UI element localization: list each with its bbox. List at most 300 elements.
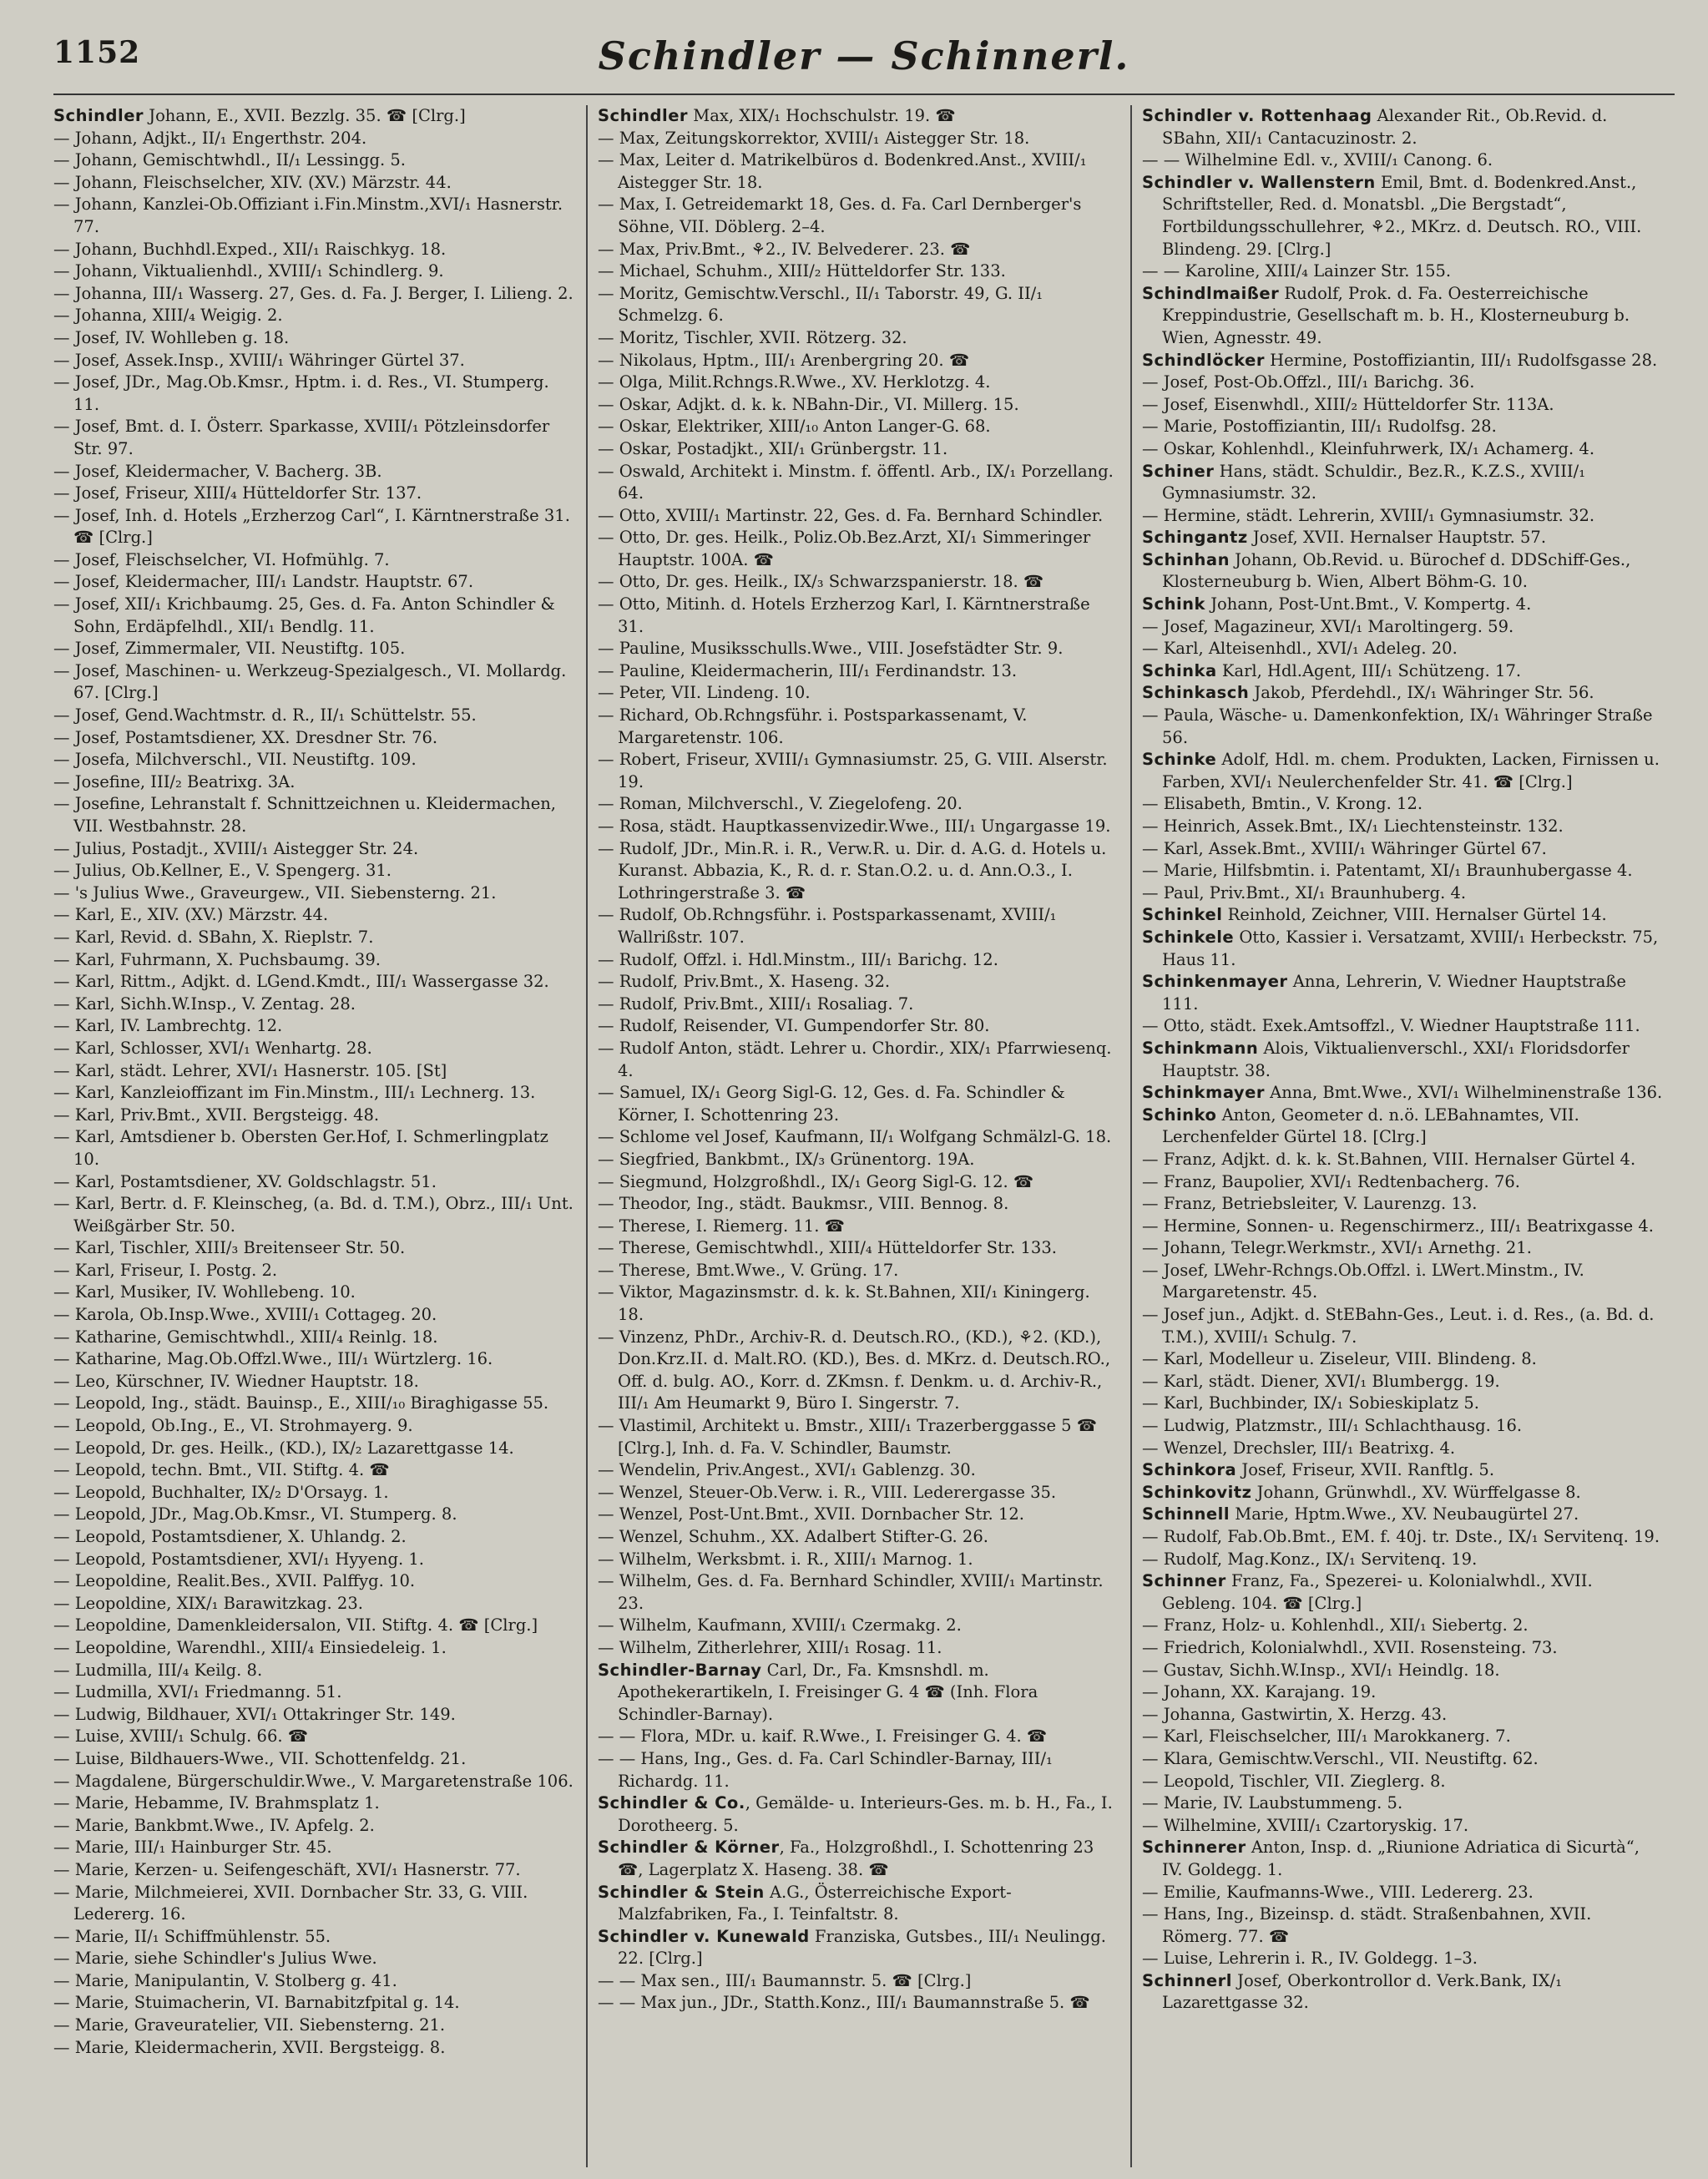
entry-text: — Max, Leiter d. Matrikelbüros d. Bodenkred.Anst., XVIII/₁ Aistegger Str. 18. — [598, 150, 1087, 192]
directory-entry — [53, 1526, 576, 1549]
directory-entry — [53, 1482, 576, 1504]
page-number: 1152 — [53, 35, 141, 70]
directory-entry — [53, 2037, 576, 2060]
directory-entry — [1142, 1549, 1665, 1571]
entry-text: — Elisabeth, Bmtin., V. Krong. 12. — [1142, 794, 1423, 814]
entry-text: — Marie, II/₁ Schiffmühlenstr. 55. — [53, 1926, 331, 1946]
entry-text: — Pauline, Musiksschulls.Wwe., VIII. Josefstädter Str. 9. — [598, 639, 1064, 659]
directory-entry — [53, 1171, 576, 1194]
entry-text: — Wilhelm, Ges. d. Fa. Bernhard Schindler, XVIII/₁ Martinstr. 23. — [598, 1571, 1104, 1613]
directory-entry — [598, 1260, 1120, 1282]
directory-entry — [53, 1948, 576, 1970]
entry-text: — Leopold, Ob.Ing., E., VI. Strohmayerg. 9. — [53, 1416, 413, 1436]
directory-entry — [53, 1681, 576, 1704]
entry-text: — Marie, IV. Laubstummeng. 5. — [1142, 1793, 1403, 1813]
directory-entry — [598, 194, 1120, 238]
directory-entry — [53, 1748, 576, 1771]
directory-entry — [1142, 660, 1665, 683]
entry-text: — Josef, Magazineur, XVI/₁ Maroltingerg. 59. — [1142, 616, 1514, 636]
directory-entry — [598, 1038, 1120, 1082]
entry-text: Anton, Geometer d. n.ö. LEBahnamtes, VII. Lerchenfelder Gürtel 18. [Clrg.] — [1162, 1105, 1579, 1147]
entry-text: Josef, Friseur, XVII. Ranftlg. 5. — [1236, 1460, 1495, 1480]
directory-entry — [1142, 1948, 1665, 1970]
directory-entry — [598, 1415, 1120, 1459]
entry-text: — Leo, Kürschner, IV. Wiedner Hauptstr. 18. — [53, 1371, 419, 1391]
entry-text: — Therese, Gemischtwhdl., XIII/₄ Hütteldorfer Str. 133. — [598, 1238, 1057, 1258]
entry-text: — Ludwig, Platzmstr., III/₁ Schlachthausg. 16. — [1142, 1416, 1523, 1436]
directory-entry — [1142, 904, 1665, 927]
entry-text: — Julius, Ob.Kellner, E., V. Spengerg. 31. — [53, 861, 392, 881]
entry-text: — Leopoldine, XIX/₁ Barawitzkag. 23. — [53, 1593, 363, 1613]
entry-text: — Rudolf, Fab.Ob.Bmt., EM. f. 40j. tr. Dste., IX/₁ Servitenq. 19. — [1142, 1527, 1660, 1546]
entry-text: — Karl, Revid. d. SBahn, X. Rieplstr. 7. — [53, 927, 374, 947]
directory-entry — [1142, 149, 1665, 172]
directory-entry — [53, 1859, 576, 1882]
entry-text: — Johanna, XIII/₄ Weigig. 2. — [53, 306, 283, 326]
entry-text: — Ludmilla, III/₄ Keilg. 8. — [53, 1660, 263, 1680]
directory-entry — [53, 1415, 576, 1438]
directory-entry — [53, 283, 576, 306]
directory-entry — [53, 660, 576, 705]
entry-surname: Schinke — [1142, 750, 1217, 770]
entry-text: — Schlome vel Josef, Kaufmann, II/₁ Wolfgang Schmälzl-G. 18. — [598, 1127, 1112, 1147]
directory-entry — [53, 461, 576, 483]
entry-text: — Marie, Kerzen- u. Seifengeschäft, XVI/₁ Hasnerstr. 77. — [53, 1859, 521, 1879]
directory-entry — [598, 1837, 1120, 1881]
directory-entry — [598, 372, 1120, 394]
entry-text: — Karl, E., XIV. (XV.) Märzstr. 44. — [53, 905, 329, 925]
entry-surname: Schinkel — [1142, 905, 1223, 925]
entry-text: Hermine, Postoffiziantin, III/₁ Rudolfsgasse 28. — [1264, 350, 1658, 370]
directory-entry — [598, 283, 1120, 327]
directory-entry — [1142, 1504, 1665, 1526]
entry-text: — Johanna, Gastwirtin, X. Herzg. 43. — [1142, 1704, 1448, 1724]
entry-text: — Luise, XVIII/₁ Schulg. 66. ☎ — [53, 1727, 309, 1747]
entry-text: — — Max jun., JDr., Statth.Konz., III/₁ Baumannstraße 5. ☎ — [598, 1993, 1090, 2013]
entry-text: Franziska, Gutsbes., III/₁ Neulingg. 22. [Clrg.] — [618, 1926, 1106, 1969]
entry-text: — Karl, Schlosser, XVI/₁ Wenhartg. 28. — [53, 1038, 372, 1058]
entry-text: — Wilhelm, Kaufmann, XVIII/₁ Czermakg. 2. — [598, 1615, 962, 1636]
directory-entry — [53, 1304, 576, 1327]
directory-entry — [598, 1149, 1120, 1171]
directory-entry — [1142, 1526, 1665, 1549]
directory-entry — [1142, 816, 1665, 838]
entry-text: — Heinrich, Assek.Bmt., IX/₁ Liechtensteinstr. 132. — [1142, 816, 1564, 836]
entry-text: — Viktor, Magazinsmstr. d. k. k. St.Bahnen, XII/₁ Kiningerg. 18. — [598, 1282, 1090, 1325]
directory-entry — [1142, 1082, 1665, 1105]
entry-text: — Josef, Zimmermaler, VII. Neustiftg. 105. — [53, 639, 406, 659]
entry-surname: Schinkovitz — [1142, 1482, 1252, 1502]
entry-text: — Wilhelm, Zitherlehrer, XIII/₁ Rosag. 11. — [598, 1637, 942, 1657]
directory-entry — [598, 1327, 1120, 1415]
entry-text: Josef, Oberkontrollor d. Verk.Bank, IX/₁ Lazarettgasse 32. — [1162, 1970, 1563, 2013]
entry-text: — Nikolaus, Hptm., III/₁ Arenbergring 20. ☎ — [598, 350, 970, 370]
entry-text: — Samuel, IX/₁ Georg Sigl-G. 12, Ges. d. Fa. Schindler & Körner, I. Schottenring 23. — [598, 1083, 1065, 1125]
entry-text: — 's Julius Wwe., Graveurgew., VII. Siebensterng. 21. — [53, 882, 497, 902]
entry-text: Alois, Viktualienverschl., XXI/₁ Floridsdorfer Hauptstr. 38. — [1162, 1038, 1630, 1080]
entry-text: — Marie, Manipulantin, V. Stolberg g. 41. — [53, 1970, 397, 1990]
directory-entry — [598, 1237, 1120, 1260]
directory-entry — [1142, 438, 1665, 461]
entry-text: — Karl, Priv.Bmt., XVII. Bergsteigg. 48. — [53, 1105, 380, 1125]
directory-entry — [598, 1504, 1120, 1526]
entry-text: — Wenzel, Schuhm., XX. Adalbert Stifter-G. 26. — [598, 1527, 988, 1546]
directory-entry — [1142, 1038, 1665, 1082]
entry-columns — [53, 105, 1675, 2167]
entry-surname: Schinko — [1142, 1105, 1217, 1125]
entry-text: — Johann, Buchhdl.Exped., XII/₁ Raischkyg. 18. — [53, 239, 447, 259]
directory-entry — [53, 749, 576, 771]
directory-entry — [53, 860, 576, 882]
entry-text: — Rudolf, Mag.Konz., IX/₁ Servitenq. 19. — [1142, 1549, 1478, 1569]
entry-surname: Schindler v. Kunewald — [598, 1926, 810, 1946]
directory-entry — [598, 1526, 1120, 1549]
directory-entry — [1142, 749, 1665, 793]
directory-entry — [1142, 927, 1665, 971]
entry-text: — Therese, Bmt.Wwe., V. Grüng. 17. — [598, 1260, 899, 1280]
directory-entry — [1142, 1149, 1665, 1171]
entry-text: — Rudolf Anton, städt. Lehrer u. Chordir., XIX/₁ Pfarrwiesenq. 4. — [598, 1038, 1112, 1080]
entry-text: — Magdalene, Bürgerschuldir.Wwe., V. Margaretenstraße 106. — [53, 1771, 574, 1791]
entry-text: — Therese, I. Riemerg. 11. ☎ — [598, 1216, 845, 1236]
entry-text: Adolf, Hdl. m. chem. Produkten, Lacken, Firnissen u. Farben, XVI/₁ Neulerchenfelder Str. 41. ☎ [Clrg.] — [1162, 750, 1660, 791]
entry-text: Johann, E., XVII. Bezzlg. 35. ☎ [Clrg.] — [144, 106, 466, 125]
entry-surname: Schinkenmayer — [1142, 972, 1288, 992]
directory-entry — [598, 1549, 1120, 1571]
directory-entry — [598, 594, 1120, 638]
directory-entry — [53, 327, 576, 350]
directory-entry — [53, 1792, 576, 1815]
entry-text: — Marie, Milchmeierei, XVII. Dornbacher Str. 33, G. VIII. Ledererg. 16. — [53, 1882, 528, 1924]
entry-surname: Schindler-Barnay — [598, 1660, 762, 1680]
entry-text: — Josefa, Milchverschl., VII. Neustiftg. 109. — [53, 750, 417, 770]
entry-text: — Oskar, Postadjkt., XII/₁ Grünbergstr. 11. — [598, 438, 948, 458]
entry-text: — Max, Priv.Bmt., ⚘2., IV. Belvederег. 23. ☎ — [598, 239, 971, 259]
directory-entry — [598, 239, 1120, 261]
entry-text: — Rudolf, Priv.Bmt., X. Haseng. 32. — [598, 972, 891, 992]
entry-text: — Leopold, Ing., städt. Bauinsp., E., XIII/₁₀ Biraghigasse 55. — [53, 1393, 549, 1413]
entry-text: — Karl, Sichh.W.Insp., V. Zentag. 28. — [53, 993, 356, 1014]
directory-entry — [53, 1126, 576, 1170]
entry-text: Hans, städt. Schuldir., Bez.R., K.Z.S., XVIII/₁ Gymnasiumstr. 32. — [1162, 461, 1586, 503]
directory-entry — [1142, 682, 1665, 705]
entry-surname: Schinnell — [1142, 1504, 1230, 1524]
entry-text: , Fa., Holzgroßhdl., I. Schottenring 23 ☎, Lagerplatz X. Haseng. 38. ☎ — [618, 1838, 1094, 1879]
directory-entry — [1142, 1371, 1665, 1393]
directory-entry — [53, 1593, 576, 1615]
entry-text: — Rudolf, JDr., Min.R. i. R., Verw.R. u. Dir. d. A.G. d. Hotels u. Kuranst. Abbazia, K., R. d. r. Stan.O.2. u. d. Ann.O.3., I. Lothringerstraße 3. ☎ — [598, 838, 1107, 902]
entry-text: — Marie, Hebamme, IV. Brahmsplatz 1. — [53, 1793, 380, 1813]
directory-entry — [598, 1082, 1120, 1126]
directory-entry — [598, 461, 1120, 505]
directory-entry — [1142, 172, 1665, 260]
directory-entry — [1142, 1415, 1665, 1438]
directory-entry — [53, 927, 576, 949]
directory-entry — [53, 505, 576, 549]
entry-text: — Siegmund, Holzgroßhdl., IX/₁ Georg Sigl-G. 12. ☎ — [598, 1171, 1034, 1191]
entry-text: — Wenzel, Drechsler, III/₁ Beatrixg. 4. — [1142, 1438, 1456, 1458]
entry-text: — Josef, Postamtsdiener, XX. Dresdner Str. 76. — [53, 727, 438, 747]
entry-surname: Schindler — [53, 106, 144, 125]
entry-text: — Karl, städt. Lehrer, XVI/₁ Hasnerstr. 105. [St] — [53, 1060, 447, 1080]
directory-entry — [1142, 1193, 1665, 1216]
entry-text: — Rosa, städt. Hauptkassenvizedir.Wwe., III/₁ Ungargasse 19. — [598, 816, 1111, 836]
entry-text: Rudolf, Prok. d. Fa. Oesterreichische Kreppindustrie, Gesellschaft m. b. H., Klosterneuburg b. Wien, Agnesstr. 49. — [1162, 283, 1630, 347]
directory-entry — [1142, 416, 1665, 438]
directory-entry — [53, 1060, 576, 1083]
entry-text: — Franz, Baupolier, XVI/₁ Redtenbacherg. 76. — [1142, 1171, 1520, 1191]
entry-surname: Schinhan — [1142, 549, 1230, 569]
entry-surname: Schinkora — [1142, 1460, 1237, 1480]
entry-text: — Franz, Betriebsleiter, V. Laurenzg. 13. — [1142, 1194, 1478, 1214]
directory-entry — [1142, 793, 1665, 816]
directory-entry — [53, 571, 576, 594]
directory-entry — [53, 260, 576, 283]
entry-text: — Josef, JDr., Mag.Ob.Kmsr., Hptm. i. d. Res., VI. Stumperg. 11. — [53, 372, 549, 414]
entry-text: Franz, Fa., Spezerei- u. Kolonialwhdl., XVII. Gebleng. 104. ☎ [Clrg.] — [1162, 1571, 1593, 1613]
entry-text: — Josef, XII/₁ Krichbaumg. 25, Ges. d. Fa. Anton Schindler & Sohn, Erdäpfelhdl., XII/₁ Bendlg. 11. — [53, 594, 555, 636]
directory-entry — [53, 1082, 576, 1105]
entry-surname: Schindlmaißer — [1142, 283, 1280, 303]
entry-text: — Oskar, Adjkt. d. k. k. NBahn-Dir., VI. Millerg. 15. — [598, 394, 1019, 414]
entry-text: — Leopold, Buchhalter, IX/₂ D'Orsayg. 1. — [53, 1482, 389, 1502]
directory-entry — [53, 638, 576, 660]
directory-entry — [53, 372, 576, 416]
directory-entry — [1142, 1216, 1665, 1238]
directory-entry — [53, 1327, 576, 1349]
entry-text: — Karl, städt. Diener, XVI/₁ Blumbergg. 19. — [1142, 1371, 1500, 1391]
entry-surname: Schinkmayer — [1142, 1083, 1265, 1103]
directory-entry — [1142, 1393, 1665, 1415]
entry-text: — Luise, Lehrerin i. R., IV. Goldegg. 1–3. — [1142, 1949, 1478, 1969]
entry-text: — Ludwig, Bildhauer, XVI/₁ Ottakringer Str. 149. — [53, 1704, 456, 1724]
entry-text: Johann, Post-Unt.Bmt., V. Kompertg. 4. — [1205, 594, 1532, 614]
entry-text: — Johann, Telegr.Werkmstr., XVI/₁ Arnethg. 21. — [1142, 1238, 1532, 1258]
entry-text: — Josef, IV. Wohlleben g. 18. — [53, 327, 290, 347]
directory-entry — [598, 571, 1120, 594]
entry-surname: Schinnerl — [1142, 1970, 1232, 1990]
entry-text: — Karl, Rittm., Adjkt. d. LGend.Kmdt., III/₁ Wassergasse 32. — [53, 972, 549, 992]
entry-text: — Leopold, Tischler, VII. Zieglerg. 8. — [1142, 1771, 1446, 1791]
entry-text: — Leopoldine, Damenkleidersalon, VII. Stiftg. 4. ☎ [Clrg.] — [53, 1615, 538, 1636]
entry-text: — Oswald, Architekt i. Minstm. f. öffentl. Arb., IX/₁ Porzellang. 64. — [598, 461, 1114, 503]
directory-entry — [598, 793, 1120, 816]
directory-entry — [1142, 1237, 1665, 1260]
entry-text: — Oskar, Kohlenhdl., Kleinfuhrwerk, IX/₁ Achamerg. 4. — [1142, 438, 1595, 458]
entry-text: — Josef, Kleidermacher, III/₁ Landstr. Hauptstr. 67. — [53, 572, 474, 592]
entry-text: — Josef, Inh. d. Hotels „Erzherzog Carl“, I. Kärntnerstraße 31. ☎ [Clrg.] — [53, 505, 570, 548]
entry-text: — Josefine, III/₂ Beatrixg. 3A. — [53, 771, 296, 791]
entry-text: Karl, Hdl.Agent, III/₁ Schützeng. 17. — [1216, 660, 1522, 680]
directory-entry — [53, 1015, 576, 1038]
entry-text: — Michael, Schuhm., XIII/₂ Hütteldorfer Str. 133. — [598, 261, 1006, 281]
entry-text: — Otto, Dr. ges. Heilk., IX/₃ Schwarzspanierstr. 18. ☎ — [598, 572, 1044, 592]
entry-text: — Otto, Dr. ges. Heilk., Poliz.Ob.Bez.Arzt, XI/₁ Simmeringer Hauptstr. 100A. ☎ — [598, 528, 1091, 569]
entry-text: — Marie, siehe Schindler's Julius Wwe. — [53, 1949, 377, 1969]
directory-entry — [1142, 1304, 1665, 1348]
directory-entry — [1142, 971, 1665, 1015]
entry-text: — Gustav, Sichh.W.Insp., XVI/₁ Heindlg. 18. — [1142, 1660, 1500, 1680]
directory-entry — [598, 416, 1120, 438]
directory-entry — [53, 705, 576, 727]
entry-text: — Oskar, Elektriker, XIII/₁₀ Anton Langer-G. 68. — [598, 417, 991, 437]
directory-entry — [53, 727, 576, 750]
directory-entry — [598, 149, 1120, 194]
directory-entry — [1142, 1438, 1665, 1460]
entry-surname: Schindlöcker — [1142, 350, 1265, 370]
entry-text: — Luise, Bildhauers-Wwe., VII. Schottenfeldg. 21. — [53, 1748, 467, 1768]
entry-text: — Karl, Tischler, XIII/₃ Breitenseer Str. 50. — [53, 1238, 406, 1258]
directory-entry — [1142, 1681, 1665, 1704]
entry-text: Anna, Bmt.Wwe., XVI/₁ Wilhelminenstraße 136. — [1264, 1083, 1663, 1103]
entry-text: — Johann, XX. Karajang. 19. — [1142, 1682, 1377, 1702]
directory-entry — [598, 1459, 1120, 1482]
directory-entry — [53, 949, 576, 972]
directory-entry — [53, 1348, 576, 1371]
directory-entry — [1142, 1171, 1665, 1194]
entry-surname: Schindler v. Rottenhaag — [1142, 106, 1372, 125]
directory-entry — [598, 105, 1120, 128]
directory-entry — [1142, 105, 1665, 149]
directory-entry — [598, 438, 1120, 461]
directory-entry — [53, 350, 576, 372]
directory-entry — [53, 1837, 576, 1859]
directory-entry — [53, 105, 576, 128]
entry-text: — Karl, Assek.Bmt., XVIII/₁ Währinger Gürtel 67. — [1142, 838, 1547, 858]
entry-text: — Marie, III/₁ Hainburger Str. 45. — [53, 1838, 332, 1858]
directory-entry — [53, 1393, 576, 1415]
entry-text: — Leopold, Postamtsdiener, XVI/₁ Hyyeng. 1. — [53, 1549, 424, 1569]
directory-entry — [53, 1193, 576, 1237]
entry-surname: Schingantz — [1142, 528, 1248, 548]
directory-entry — [1142, 1570, 1665, 1615]
entry-surname: Schindler & Co. — [598, 1793, 745, 1813]
directory-entry — [53, 882, 576, 905]
directory-entry — [53, 971, 576, 993]
entry-text: — Wendelin, Priv.Angest., XVI/₁ Gablenzg. 30. — [598, 1460, 976, 1480]
directory-entry — [53, 483, 576, 505]
directory-entry — [598, 1570, 1120, 1615]
entry-text: — Pauline, Kleidermacherin, III/₁ Ferdinandstr. 13. — [598, 660, 1018, 680]
directory-entry — [1142, 394, 1665, 417]
entry-text: — Katharine, Gemischtwhdl., XIII/₄ Reinlg. 18. — [53, 1327, 438, 1347]
column-right — [1130, 105, 1675, 2167]
directory-entry — [1142, 1903, 1665, 1948]
directory-entry — [53, 1282, 576, 1304]
directory-entry — [53, 594, 576, 638]
entry-text: A.G., Österreichische Export-Malzfabriken, Fa., I. Teinfaltstr. 8. — [618, 1882, 1012, 1924]
entry-text: — Karl, Fleischselcher, III/₁ Marokkanerg. 7. — [1142, 1727, 1511, 1747]
entry-text: — Moritz, Tischler, XVII. Rötzerg. 32. — [598, 327, 907, 347]
directory-entry — [598, 660, 1120, 683]
directory-entry — [1142, 350, 1665, 372]
entry-text: — — Max sen., III/₁ Baumannstr. 5. ☎ [Clrg.] — [598, 1970, 972, 1990]
directory-entry — [53, 1926, 576, 1949]
column-left — [53, 105, 586, 2167]
entry-text: — Karl, Modelleur u. Ziseleur, VIII. Blindeng. 8. — [1142, 1349, 1537, 1369]
entry-text: — Vlastimil, Architekt u. Bmstr., XIII/₁ Trazerberggasse 5 ☎ [Clrg.], Inh. d. Fa. V. Schindler, Baumstr. — [598, 1416, 1098, 1458]
entry-text: — Robert, Friseur, XVIII/₁ Gymnasiumstr. 25, G. VIII. Alserstr. 19. — [598, 750, 1108, 791]
entry-text: — Karl, Fuhrmann, X. Puchsbaumg. 39. — [53, 949, 381, 969]
directory-entry — [53, 1459, 576, 1482]
directory-entry — [598, 838, 1120, 905]
entry-text: — Otto, XVIII/₁ Martinstr. 22, Ges. d. Fa. Bernhard Schindler. — [598, 505, 1104, 525]
entry-text: — Karl, Kanzleioffizant im Fin.Minstm., III/₁ Lechnerg. 13. — [53, 1083, 536, 1103]
directory-entry — [53, 1237, 576, 1260]
directory-entry — [598, 505, 1120, 528]
directory-entry — [53, 1637, 576, 1660]
directory-entry — [598, 1637, 1120, 1660]
directory-entry — [598, 394, 1120, 417]
entry-text: — Johann, Adjkt., II/₁ Engerthstr. 204. — [53, 128, 367, 148]
directory-entry — [1142, 1792, 1665, 1815]
directory-entry — [53, 904, 576, 927]
directory-entry — [53, 239, 576, 261]
directory-entry — [53, 1815, 576, 1838]
directory-entry — [1142, 1748, 1665, 1771]
entry-text: Josef, XVII. Hernalser Hauptstr. 57. — [1247, 528, 1547, 548]
entry-text: — Rudolf, Offzl. i. Hdl.Minstm., III/₁ Barichg. 12. — [598, 949, 998, 969]
directory-entry — [1142, 283, 1665, 350]
directory-entry — [598, 1015, 1120, 1038]
entry-text: — Katharine, Mag.Ob.Offzl.Wwe., III/₁ Würtzlerg. 16. — [53, 1349, 493, 1369]
entry-text: — Johann, Fleischselcher, XIV. (XV.) Märzstr. 44. — [53, 172, 452, 192]
entry-text: — Marie, Stuimacherin, VI. Barnabitzfpital g. 14. — [53, 1993, 460, 2013]
directory-entry — [1142, 705, 1665, 749]
directory-entry — [53, 1549, 576, 1571]
entry-text: — Karl, Buchbinder, IX/₁ Sobieskiplatz 5. — [1142, 1393, 1479, 1413]
directory-entry — [1142, 1459, 1665, 1482]
directory-entry — [598, 638, 1120, 660]
entry-text: Johann, Ob.Revid. u. Bürochef d. DDSchiff-Ges., Klosterneuburg b. Wien, Albert Böhm-G. 10. — [1162, 549, 1631, 592]
entry-text: — Johanna, III/₁ Wasserg. 27, Ges. d. Fa. J. Berger, I. Lilieng. 2. — [53, 283, 574, 303]
entry-text: — Hermine, Sonnen- u. Regenschirmerz., III/₁ Beatrixgasse 4. — [1142, 1216, 1654, 1236]
directory-entry — [53, 1615, 576, 1637]
entry-text: — — Hans, Ing., Ges. d. Fa. Carl Schindler-Barnay, III/₁ Richardg. 11. — [598, 1748, 1053, 1791]
directory-entry — [1142, 1637, 1665, 1660]
entry-text: — Paula, Wäsche- u. Damenkonfektion, IX/₁ Währinger Straße 56. — [1142, 705, 1653, 747]
directory-entry — [598, 749, 1120, 793]
directory-entry — [1142, 1105, 1665, 1149]
entry-surname: Schinnerer — [1142, 1838, 1246, 1858]
directory-entry — [598, 1726, 1120, 1748]
directory-entry — [53, 1882, 576, 1926]
directory-entry — [598, 1482, 1120, 1504]
directory-entry — [1142, 1482, 1665, 1504]
directory-entry — [53, 771, 576, 794]
entry-text: — — Flora, MDr. u. kaif. R.Wwe., I. Freisinger G. 4. ☎ — [598, 1727, 1048, 1747]
directory-entry — [53, 1992, 576, 2015]
entry-surname: Schindler & Stein — [598, 1882, 765, 1902]
entry-text: — Roman, Milchverschl., V. Ziegelofeng. 20. — [598, 794, 963, 814]
entry-text: Carl, Dr., Fa. Kmsnshdl. m. Apothekerartikeln, I. Freisinger G. 4 ☎ (Inh. Flora Schindler-Barnay). — [618, 1660, 1038, 1724]
entry-surname: Schinka — [1142, 660, 1217, 680]
directory-entry — [53, 1504, 576, 1526]
directory-entry — [1142, 838, 1665, 861]
directory-entry — [1142, 527, 1665, 549]
directory-entry — [598, 1615, 1120, 1637]
directory-entry — [598, 1193, 1120, 1216]
entry-text: Alexander Rit., Ob.Revid. d. SBahn, XII/₁ Cantacuzinostr. 2. — [1162, 106, 1608, 148]
entry-text: — Otto, Mitinh. d. Hotels Erzherzog Karl, I. Kärntnerstraße 31. — [598, 594, 1090, 636]
entry-surname: Schinner — [1142, 1571, 1226, 1591]
entry-text: Anna, Lehrerin, V. Wiedner Hauptstraße 111. — [1162, 972, 1626, 1014]
directory-entry — [598, 993, 1120, 1016]
directory-entry — [1142, 1882, 1665, 1904]
directory-entry — [53, 1105, 576, 1127]
directory-entry — [53, 1726, 576, 1748]
entry-surname: Schindler & Körner — [598, 1838, 780, 1858]
